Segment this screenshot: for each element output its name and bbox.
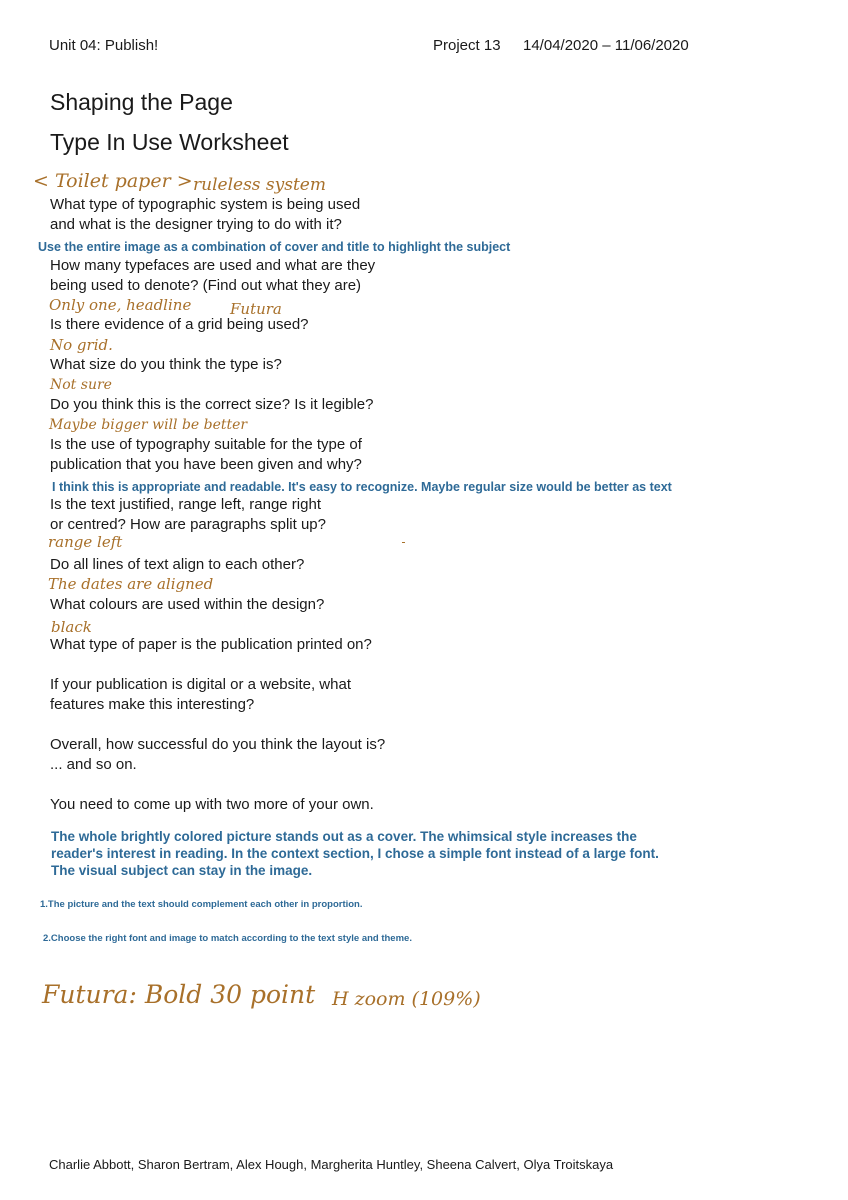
question-7: Is the text justified, range left, range right or centred? How are paragraphs split up? (50, 496, 326, 533)
handwritten-answer-1a: < Toilet paper > (33, 170, 193, 192)
unit-label: Unit 04: Publish! (49, 37, 159, 54)
project-label: Project 13 (433, 37, 501, 54)
question-9: What colours are used within the design? (50, 596, 325, 613)
worksheet-title: Type In Use Worksheet (50, 129, 289, 155)
question-2: How many typefaces are used and what are they being used to denote? (Find out what they are) (50, 257, 376, 294)
handwritten-answer-3: No grid. (50, 336, 113, 354)
question-8: Do all lines of text align to each other? (50, 556, 305, 573)
typed-summary: The whole brightly colored picture stands out as a cover. The whimsical style increases the reader's interest in reading. In the context section, I chose a simple font instead of a large font. The visual subject can stay in the image. (51, 829, 659, 878)
handwritten-zoom-note: H zoom (109%) (332, 988, 481, 1010)
question-4: What size do you think the type is? (50, 356, 282, 373)
date-range: 14/04/2020 – 11/06/2020 (523, 37, 689, 54)
question-10: What type of paper is the publication printed on? (50, 636, 372, 653)
handwritten-answer-5: Maybe bigger will be better (49, 417, 248, 433)
typed-answer-1: Use the entire image as a combination of cover and title to highlight the subject (38, 240, 511, 254)
handwritten-answer-7: range left (48, 533, 123, 551)
handwritten-answer-8: The dates are aligned (48, 575, 214, 593)
question-5: Do you think this is the correct size? Is it legible? (50, 396, 374, 413)
handwritten-answer-9: black (51, 618, 92, 636)
question-12: Overall, how successful do you think the layout is? ... and so on. (50, 736, 386, 773)
handwritten-answer-1b: ruleless system (193, 175, 326, 195)
question-1: What type of typographic system is being used and what is the designer trying to do with it? (50, 196, 361, 233)
question-11: If your publication is digital or a website, what features make this interesting? (50, 676, 351, 713)
typed-answer-6: I think this is appropriate and readable. It's easy to recognize. Maybe regular size would be better as text (52, 480, 672, 494)
handwritten-answer-2b: Futura (230, 300, 282, 318)
question-6: Is the use of typography suitable for the type of publication that you have been given and why? (50, 436, 362, 473)
handwritten-answer-2a: Only one, headline (49, 296, 192, 314)
extra-question-1: 1.The picture and the text should complement each other in proportion. (40, 899, 363, 910)
question-3: Is there evidence of a grid being used? (50, 316, 309, 333)
page-title: Shaping the Page (50, 89, 233, 115)
handwritten-answer-4: Not sure (50, 377, 112, 393)
question-13: You need to come up with two more of your own. (50, 796, 374, 813)
footer-authors: Charlie Abbott, Sharon Bertram, Alex Hough, Margherita Huntley, Sheena Calvert, Olya Troitskaya (49, 1157, 614, 1172)
handwritten-font-note: Futura: Bold 30 point (42, 980, 316, 1009)
stray-mark (402, 542, 405, 543)
extra-question-2: 2.Choose the right font and image to match according to the text style and theme. (43, 933, 412, 944)
